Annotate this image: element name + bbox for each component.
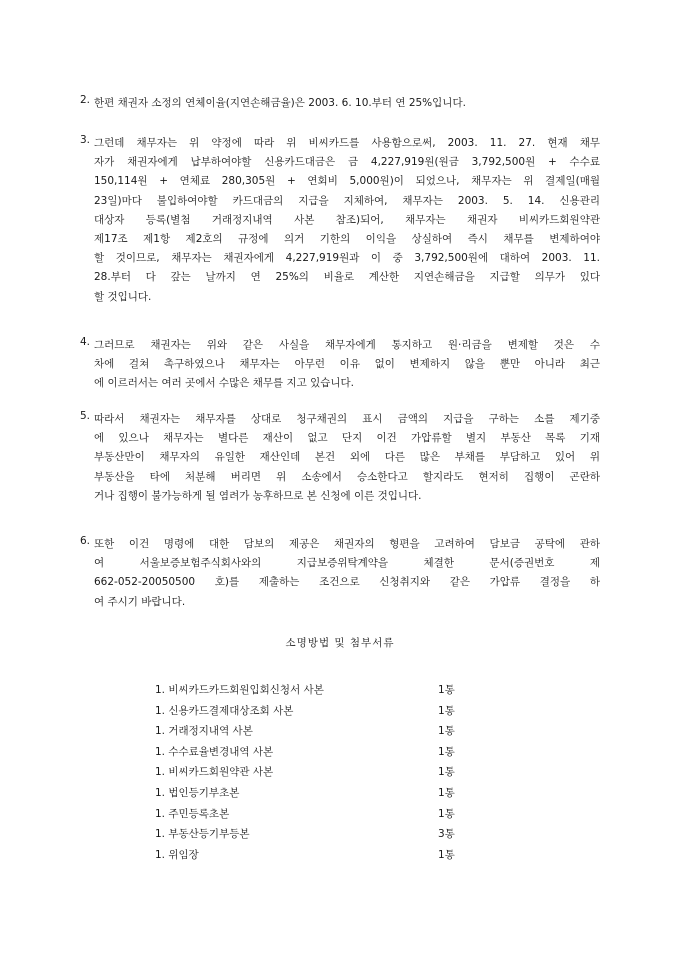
paragraph-line: 부동산만이 채무자의 유일한 재산인데 본건 외에 다른 많은 부채를 부담하고 있어 위: [94, 451, 600, 464]
paragraph-line: 할 것입니다.: [94, 290, 152, 303]
evidence-item-name: 1. 거래정지내역 사본: [155, 725, 253, 738]
paragraph-line: 662-052-20050500 호)를 제출하는 조건으로 신청취지와 같은 가압류 결정을 하: [94, 576, 600, 589]
paragraph-5: [80, 410, 600, 506]
evidence-item: [155, 742, 465, 763]
paragraph-line: 자가 채권자에게 납부하여야할 신용카드대금은 금 4,227,919원(원금 3,792,500원 + 수수료: [94, 156, 600, 169]
paragraph-line: 그런데 채무자는 위 약정에 따라 위 비씨카드를 사용함으로써, 2003. 11. 27. 현재 채무: [94, 137, 600, 149]
paragraph-line: 할 것이므로, 채무자는 채권자에게 4,227,919원과 이 중 3,792,500원에 대하여 2003. 11.: [94, 252, 600, 265]
evidence-item-qty: 1통: [438, 704, 455, 717]
paragraph-number: 6.: [80, 535, 91, 547]
paragraph-number: 4.: [80, 336, 91, 348]
evidence-item-name: 1. 위임장: [155, 848, 199, 861]
evidence-item: [155, 824, 465, 845]
paragraph-line: 따라서 채권자는 채무자를 상대로 청구채권의 표시 금액의 지급을 구하는 소를 제기중: [94, 413, 600, 425]
evidence-item-name: 1. 수수료율변경내역 사본: [155, 745, 274, 758]
evidence-item: [155, 845, 465, 866]
paragraph-line: 여 서울보증보험주식회사와의 지급보증위탁계약을 체결한 문서(증권번호 제: [94, 557, 600, 570]
evidence-item-qty: 1통: [438, 725, 455, 738]
evidence-item-qty: 3통: [438, 828, 455, 841]
evidence-item-name: 1. 비씨카드회원약관 사본: [155, 766, 274, 779]
paragraph-line: 28.부터 다 갚는 날까지 연 25%의 비율로 계산한 지연손해금을 지급할 의무가 있다: [94, 271, 600, 284]
paragraph-line: 제17조 제1항 제2호의 규정에 의거 기한의 이익을 상실하여 즉시 채무를 변제하여야: [94, 232, 600, 245]
paragraph-line: 거나 집행이 불가능하게 될 염려가 농후하므로 본 신청에 이른 것입니다.: [94, 489, 422, 502]
paragraph-number: 5.: [80, 410, 91, 422]
paragraph-line: 여 주시기 바랍니다.: [94, 595, 186, 608]
evidence-item-qty: 1통: [438, 766, 455, 779]
evidence-item: [155, 762, 465, 783]
evidence-item-qty: 1통: [438, 745, 455, 758]
evidence-item-qty: 1통: [438, 684, 455, 696]
paragraph-line: 그러므로 채권자는 위와 같은 사실을 채무자에게 통지하고 원·리금을 변제할 것은 수: [94, 339, 600, 351]
paragraph-line: 에 있으나 채무자는 별다른 재산이 없고 단지 이건 가압류할 별지 부동산 목록 기재: [94, 432, 600, 445]
paragraph-line: 또한 이건 명령에 대한 담보의 제공은 채권자의 형편을 고려하여 담보금 공탁에 관하: [94, 538, 600, 550]
paragraph-line: 한편 채권자 소정의 연체이율(지연손해금율)은 2003. 6. 10.부터 연 25%입니다.: [94, 97, 466, 109]
paragraph-number: 3.: [80, 134, 91, 146]
evidence-title: 소명방법 및 첨부서류: [285, 637, 395, 649]
evidence-item-name: 1. 법인등기부초본: [155, 786, 240, 799]
evidence-item: [155, 721, 465, 742]
paragraph-line: 150,114원 + 연체료 280,305원 + 연회비 5,000원)이 되었으나, 채무자는 위 결제일(매월: [94, 175, 600, 188]
evidence-item-name: 1. 신용카드결제대상조회 사본: [155, 704, 294, 717]
evidence-item: [155, 680, 465, 701]
evidence-item-qty: 1통: [438, 786, 455, 799]
evidence-item-name: 1. 주민등록초본: [155, 807, 230, 820]
evidence-list: [155, 680, 465, 865]
paragraph-line: 23일)마다 불입하여야할 카드대금의 지급을 지체하여, 채무자는 2003. 5. 14. 신용관리: [94, 194, 600, 207]
paragraph-3: [80, 134, 600, 307]
evidence-item: [155, 701, 465, 722]
evidence-item-qty: 1통: [438, 807, 455, 820]
paragraph-line: 대상자 등록(별첨 거래정지내역 사본 참조)되어, 채무자는 채권자 비씨카드회원약관: [94, 213, 600, 226]
evidence-item-qty: 1통: [438, 848, 455, 861]
paragraph-line: 부동산을 타에 처분해 버리면 위 소송에서 승소한다고 할지라도 현저히 집행이 곤란하: [94, 470, 600, 483]
evidence-item: [155, 804, 465, 825]
evidence-item: [155, 783, 465, 804]
paragraph-line: 에 이르러서는 여러 곳에서 수많은 채무를 지고 있습니다.: [94, 377, 354, 390]
evidence-item-name: 1. 비씨카드카드회원입회신청서 사본: [155, 684, 324, 696]
evidence-item-name: 1. 부동산등기부등본: [155, 828, 250, 841]
paragraph-number: 2.: [80, 94, 91, 106]
paragraph-6: [80, 535, 600, 612]
paragraph-line: 차에 걸쳐 촉구하였으나 채무자는 아무런 이유 없이 변제하지 않을 뿐만 아니라 최근: [94, 358, 600, 371]
paragraph-2: [80, 94, 600, 113]
paragraph-4: [80, 336, 600, 394]
